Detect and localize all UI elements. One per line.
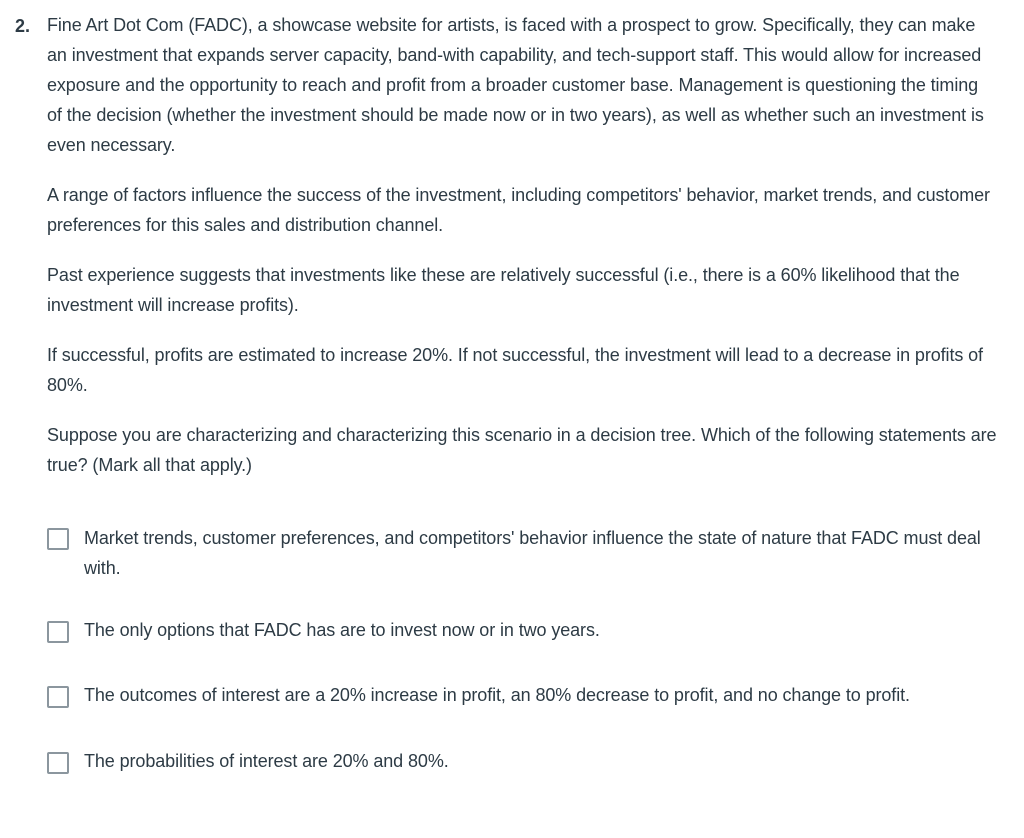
answer-option-label: Market trends, customer preferences, and competitors' behavior influence the state of nature that FADC must deal with. bbox=[84, 528, 981, 578]
question-paragraph-3: Past experience suggests that investments like these are relatively successful (i.e., there is a 60% likelihood that the investment will increase profits). bbox=[47, 265, 960, 315]
checkbox[interactable] bbox=[47, 686, 69, 708]
answer-option-4[interactable] bbox=[47, 751, 449, 776]
checkbox[interactable] bbox=[47, 621, 69, 643]
question-paragraph-2: A range of factors influence the success of the investment, including competitors' behavior, market trends, and customer preferences for this sales and distribution channel. bbox=[47, 185, 990, 235]
answer-option-2[interactable] bbox=[47, 620, 600, 645]
answer-option-3[interactable] bbox=[47, 685, 910, 710]
answer-option-label: The outcomes of interest are a 20% increase in profit, an 80% decrease to profit, and no change to profit. bbox=[84, 685, 910, 705]
answer-option-1[interactable] bbox=[47, 524, 987, 583]
question-number: 2. bbox=[15, 16, 31, 36]
answer-option-label: The probabilities of interest are 20% and 80%. bbox=[84, 751, 449, 771]
answer-option-label: The only options that FADC has are to invest now or in two years. bbox=[84, 620, 600, 640]
question-text bbox=[47, 10, 997, 500]
checkbox[interactable] bbox=[47, 528, 69, 550]
question-paragraph-5: Suppose you are characterizing and characterizing this scenario in a decision tree. Which of the following statements are true? (Mark all that apply.) bbox=[47, 425, 997, 475]
checkbox[interactable] bbox=[47, 752, 69, 774]
question-paragraph-1: Fine Art Dot Com (FADC), a showcase website for artists, is faced with a prospect to grow. Specifically, they can make an investment that expands server capacity, band-with capability, and tech-support staff. This would allow for increased exposure and the opportunity to reach and profit from a broader customer base. Management is questioning the timing of the decision (whether the investment should be made now or in two years), as well as whether such an investment is even necessary. bbox=[47, 15, 984, 155]
question-paragraph-4: If successful, profits are estimated to increase 20%. If not successful, the investment will lead to a decrease in profits of 80%. bbox=[47, 345, 983, 395]
